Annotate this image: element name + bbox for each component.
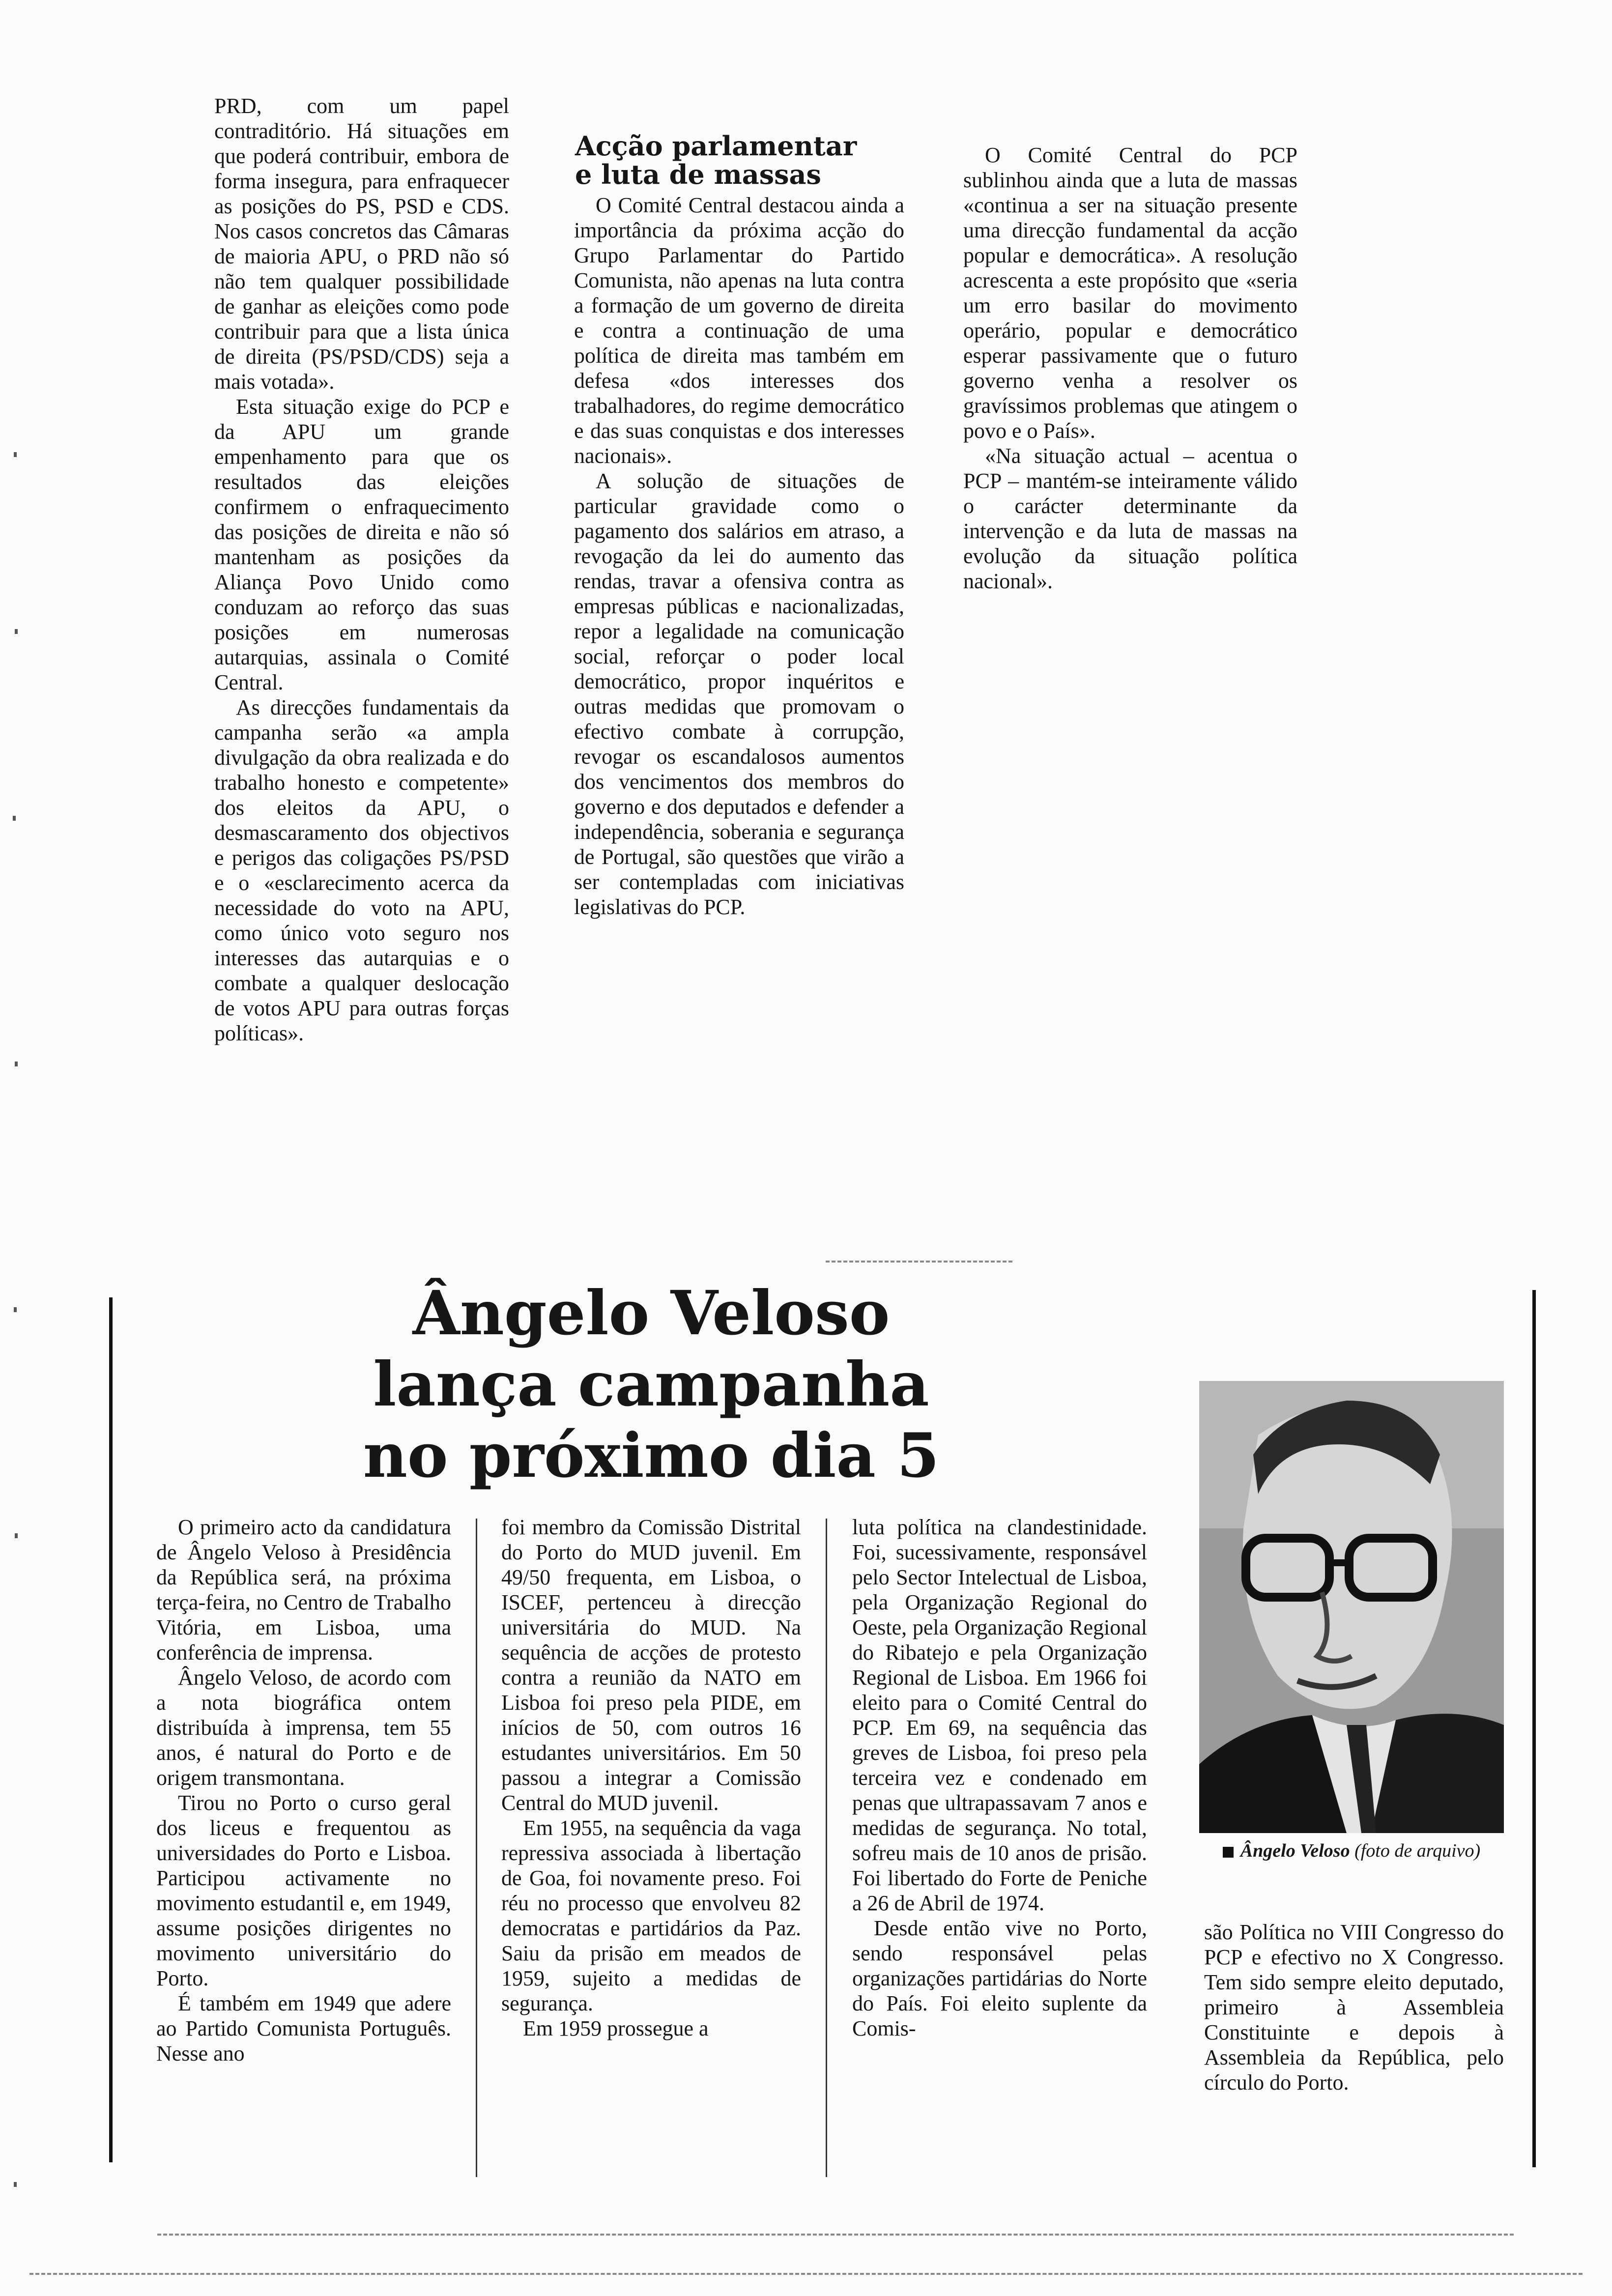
paragraph: foi membro da Comissão Distrital do Porto do MUD juvenil. Em 49/50 frequenta, em Lisboa, o ISCEF, pertenceu à direcção universitária do MUD. Na sequência de acções de protesto contra a reunião da NATO em Lisboa foi preso pela PIDE, em inícios de 50, com outros 16 estudantes universitários. Em 50 passou a integrar a Comissão Central do MUD juvenil.	[501, 1515, 801, 1815]
section-heading	[575, 132, 890, 189]
scan-mark	[15, 1533, 18, 1538]
top-column-1	[214, 93, 509, 1046]
paragraph: Tirou no Porto o curso geral dos liceus e frequentou as universidades do Porto e Lisboa. Participou activamente no movimento estudantil e, em 1949, assume posições dirigentes no movimento universitário do Porto.	[156, 1791, 451, 1990]
paragraph: «Na situação actual – acentua o PCP – mantém-se inteiramente válido o carácter determinante da intervenção e da luta de massas na evolução da situação política nacional».	[963, 444, 1297, 593]
headline-line-1: Ângelo Veloso	[412, 1278, 890, 1349]
paragraph: Em 1955, na sequência da vaga repressiva associada à libertação de Goa, foi novamente preso. Foi réu no processo que envolveu 82 democratas e partidários da Paz. Saiu da prisão em meados de 1959, sujeito a medidas de segurança.	[501, 1816, 801, 2015]
paragraph: Desde então vive no Porto, sendo responsável pelas organizações partidárias do Norte do País. Foi eleito suplente da Comis-	[852, 1916, 1147, 2040]
column-rule	[826, 1519, 827, 2177]
paragraph: As direcções fundamentais da campanha serão «a ampla divulgação da obra realizada e do trabalho honesto e competente» dos eleitos da APU, o desmascaramento dos objectivos e perigos das coligações PS/PSD e o «esclarecimento acerca da necessidade do voto na APU, como único voto seguro nos interesses das autarquias e o combate a qualquer deslocação de votos APU para outras forças políticas».	[214, 695, 509, 1045]
caption-credit: (foto de arquivo)	[1354, 1840, 1481, 1861]
scan-mark	[14, 452, 17, 457]
frame-left-rule	[109, 1297, 113, 2162]
frame-right-rule	[1532, 1290, 1536, 2167]
dashed-rule	[29, 2273, 1583, 2275]
scan-mark	[15, 629, 18, 634]
paragraph: O Comité Central destacou ainda a importância da próxima acção do Grupo Parlamentar do Partido Comunista, não apenas na luta contra a formação de um governo de direita e contra a continuação de uma política de direita mas também em defesa «dos interesses dos trabalhadores, do regime democrático e das suas conquistas e dos interesses nacionais».	[574, 193, 904, 468]
photo-caption	[1204, 1839, 1499, 1863]
portrait-photo	[1199, 1381, 1504, 1833]
portrait-illustration	[1199, 1381, 1504, 1833]
bottom-column-2	[501, 1515, 801, 2041]
scan-mark	[14, 2182, 17, 2187]
headline-line-2: lança campanha	[373, 1349, 929, 1420]
bottom-column-3	[852, 1515, 1147, 2041]
paragraph: PRD, com um papel contraditório. Há situações em que poderá contribuir, embora de forma insegura, para enfraquecer as posições do PS, PSD e CDS. Nos casos concretos das Câmaras de maioria APU, o PRD não só não tem qualquer possibilidade de ganhar as eleições como pode contribuir para que a lista única de direita (PS/PSD/CDS) seja a mais votada».	[214, 94, 509, 394]
dashed-rule	[157, 2234, 1514, 2236]
headline-line-3: no próximo dia 5	[363, 1420, 940, 1492]
paragraph: luta política na clandestinidade. Foi, sucessivamente, responsável pelo Sector Intelectual de Lisboa, pela Organização Regional do Oeste, pela Organização Regional do Ribatejo e pela Organização Regional de Lisboa. Em 1966 foi eleito para o Comité Central do PCP. Em 69, na sequência das greves de Lisboa, foi preso pela terceira vez e condenado em penas que ultrapassavam 7 anos e medidas de segurança. No total, sofreu mais de 10 anos de prisão. Foi libertado do Forte de Peniche a 26 de Abril de 1974.	[852, 1515, 1147, 1915]
section-heading-line-1: Acção parlamentar	[575, 130, 857, 162]
scan-mark	[15, 1062, 18, 1066]
top-column-2	[574, 193, 904, 919]
paragraph: Em 1959 prossegue a	[523, 2016, 709, 2040]
paragraph: É também em 1949 que adere ao Partido Comunista Português. Nesse ano	[156, 1991, 451, 2066]
top-column-3	[963, 143, 1297, 594]
caption-name: Ângelo Veloso	[1240, 1840, 1350, 1861]
scan-mark	[13, 816, 16, 821]
caption-bullet	[1223, 1847, 1234, 1858]
paragraph: O Comité Central do PCP sublinhou ainda que a luta de massas «continua a ser na situação presente uma direcção fundamental da acção popular e democrática». A resolução acrescenta a este propósito que «seria um erro basilar do movimento operário, popular e democrático esperar passivamente que o futuro governo venha a resolver os gravíssimos problemas que atingem o povo e o País».	[963, 143, 1297, 443]
paragraph: são Política no VIII Congresso do PCP e efectivo no X Congresso. Tem sido sempre eleito deputado, primeiro à Assembleia Constituinte e depois à Assembleia da República, pelo círculo do Porto.	[1204, 1920, 1504, 2095]
section-heading-line-2: e luta de massas	[575, 159, 821, 190]
bottom-column-1	[156, 1515, 451, 2066]
paragraph: O primeiro acto da candidatura de Ângelo Veloso à Presidência da República será, na próxima terça-feira, no Centro de Trabalho Vitória, em Lisboa, uma conferência de imprensa.	[156, 1515, 451, 1665]
paragraph: Ângelo Veloso, de acordo com a nota biográfica ontem distribuída à imprensa, tem 55 anos, é natural do Porto e de origem transmontana.	[156, 1665, 451, 1790]
scan-mark	[14, 1307, 17, 1312]
article-headline	[295, 1278, 1008, 1492]
dashed-rule	[826, 1261, 1012, 1263]
column-rule	[476, 1519, 477, 2177]
paragraph: A solução de situações de particular gravidade como o pagamento dos salários em atraso, a revogação da lei do aumento das rendas, travar a ofensiva contra as empresas públicas e nacionalizadas, repor a legalidade na comunicação social, reforçar o poder local democrático, propor inquéritos e outras medidas que promovam o efectivo combate à corrupção, revogar os escandalosos aumentos dos vencimentos dos membros do governo e dos deputados e defender a independência, soberania e segurança de Portugal, são questões que virão a ser contempladas com iniciativas legislativas do PCP.	[574, 469, 904, 919]
paragraph: Esta situação exige do PCP e da APU um grande empenhamento para que os resultados das eleições confirmem o enfraquecimento das posições de direita e não só mantenham as posições da Aliança Povo Unido como conduzam ao reforço das suas posições em numerosas autarquias, assinala o Comité Central.	[214, 395, 509, 694]
bottom-column-4	[1204, 1920, 1504, 2095]
